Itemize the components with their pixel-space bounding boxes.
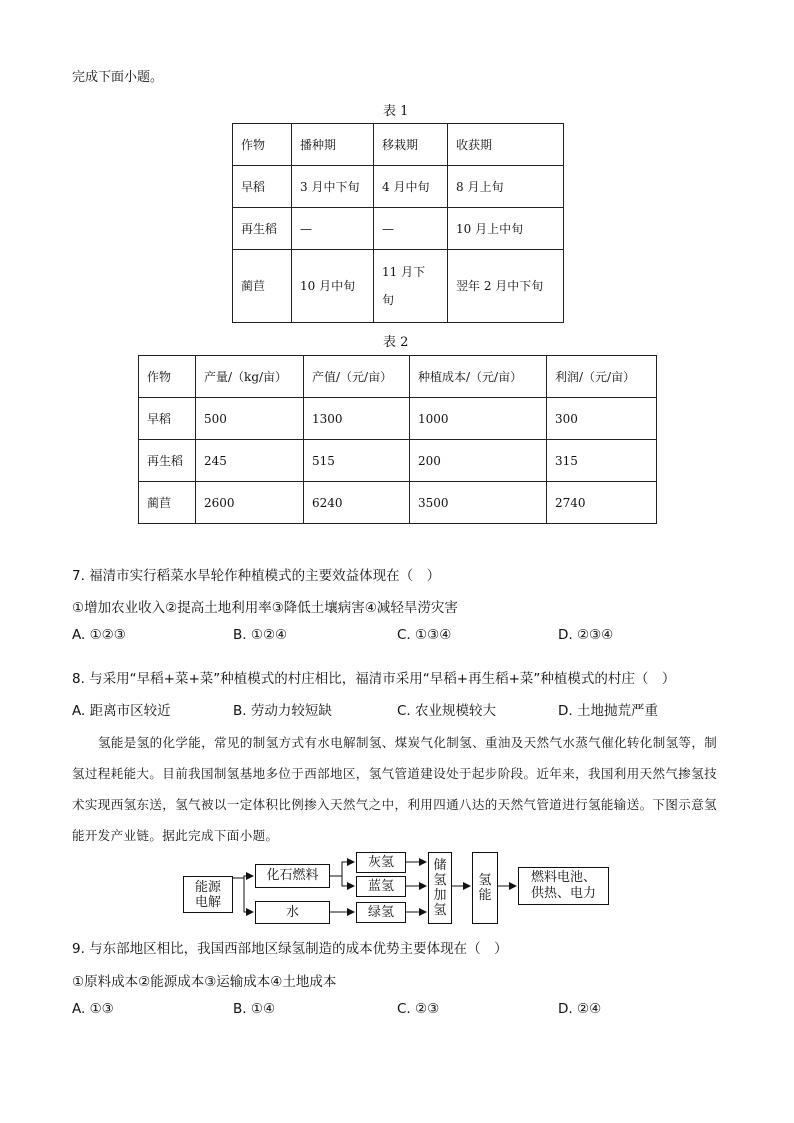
q9-items: ①原料成本②能源成本③运输成本④土地成本 [72, 974, 337, 990]
storage-refuel-label: 储氢加氢 [433, 858, 447, 918]
table1-cell: 11 月下旬 [374, 250, 448, 323]
table2-cell: 3500 [410, 482, 547, 524]
table2-cell: 1000 [410, 398, 547, 440]
green-hydrogen-box [356, 902, 406, 923]
q7-option-b[interactable]: B. ①②④ [233, 627, 288, 643]
green-hydrogen-label: 绿氢 [367, 904, 394, 920]
table2-cell: 315 [547, 440, 657, 482]
applications-box [518, 867, 609, 905]
passage-text: 氢能是氢的化学能，常见的制氢方式有水电解制氢、煤炭气化制氢、重油及天然气水蒸气催化转化制氢等，制氢过程耗能大。目前我国制氢基地多位于西部地区，氢气管道建设处于起步阶段。近年来，我国利用天然气掺氢技术实现西氢东送，氢气被以一定体积比例掺入天然气之中，利用四通八达的天然气管道进行氢能输送。下图示意氢能开发产业链。据此完成下面小题。 [72, 735, 718, 843]
table2-header-cell: 种植成本/（元/亩） [410, 356, 547, 398]
table2-header-cell: 产量/（kg/亩） [196, 356, 304, 398]
applications-label: 燃料电池、供热、电力 [530, 870, 596, 901]
table1-cell: 再生稻 [233, 208, 292, 250]
q8-option-b[interactable]: B. 劳动力较短缺 [233, 703, 332, 719]
q8-option-c[interactable]: C. 农业规模较大 [397, 703, 497, 719]
table1-cell: 10 月上中旬 [448, 208, 564, 250]
q9-option-a[interactable]: A. ①③ [72, 1001, 114, 1017]
table2-cell: 300 [547, 398, 657, 440]
table2-cell: 再生稻 [139, 440, 196, 482]
q9-option-c[interactable]: C. ②③ [397, 1001, 440, 1017]
q7-items: ①增加农业收入②提高土地利用率③降低土壤病害④减轻旱涝灾害 [72, 600, 458, 616]
water-box [255, 901, 330, 924]
q7-option-a[interactable]: A. ①②③ [72, 627, 126, 643]
table2-cell: 蔺苣 [139, 482, 196, 524]
q7-option-d[interactable]: D. ②③④ [558, 627, 614, 643]
storage-refuel-box [428, 852, 452, 924]
table1-caption: 表 1 [383, 104, 409, 119]
q9-stem: 9. 与东部地区相比，我国西部地区绿氢制造的成本优势主要体现在（ ） [72, 941, 508, 957]
energy-electrolysis-box [183, 876, 233, 913]
q9-option-d[interactable]: D. ②④ [558, 1001, 602, 1017]
table1-cell: 10 月中旬 [292, 250, 374, 323]
table1-header-cell: 收获期 [448, 124, 564, 166]
table1-cell: — [374, 208, 448, 250]
water-label: 水 [285, 904, 299, 920]
q7-stem: 7. 福清市实行稻菜水旱轮作种植模式的主要效益体现在（ ） [72, 568, 441, 584]
table1-cell: 蔺苣 [233, 250, 292, 323]
blue-hydrogen-label: 蓝氢 [367, 878, 394, 894]
table1-cell: 4 月中旬 [374, 166, 448, 208]
table1-cell: — [292, 208, 374, 250]
q8-option-a[interactable]: A. 距离市区较近 [72, 703, 171, 719]
table2-cell: 早稻 [139, 398, 196, 440]
table1-header-cell: 播种期 [292, 124, 374, 166]
q7-option-c[interactable]: C. ①③④ [397, 627, 452, 643]
table2-cell: 245 [196, 440, 304, 482]
table2-cell: 2600 [196, 482, 304, 524]
grey-hydrogen-box [356, 852, 406, 873]
table2-cell: 200 [410, 440, 547, 482]
grey-hydrogen-label: 灰氢 [367, 854, 394, 870]
fossil-fuel-label: 化石燃料 [266, 868, 319, 883]
energy-electrolysis-label: 能源电解 [194, 879, 221, 910]
table2-header-cell: 利润/（元/亩） [547, 356, 657, 398]
q8-option-d[interactable]: D. 土地抛荒严重 [558, 703, 658, 719]
table1-cell: 8 月上旬 [448, 166, 564, 208]
table2-cell: 6240 [304, 482, 410, 524]
table2-cell: 1300 [304, 398, 410, 440]
table2-header-cell: 产值/（元/亩） [304, 356, 410, 398]
table2-cell: 515 [304, 440, 410, 482]
fossil-fuel-box [255, 864, 330, 888]
table2-cell: 2740 [547, 482, 657, 524]
hydrogen-energy-label: 氢能 [478, 873, 492, 903]
table2-header-cell: 作物 [139, 356, 196, 398]
table1-cell: 翌年 2 月中下旬 [448, 250, 564, 323]
q8-stem: 8. 与采用“早稻+菜+菜”种植模式的村庄相比，福清市采用“早稻+再生稻+菜”种植模式的村庄（ ） [72, 671, 676, 687]
table2-cell: 500 [196, 398, 304, 440]
table1-header-cell: 作物 [233, 124, 292, 166]
table2-caption: 表 2 [383, 335, 409, 350]
intro-text: 完成下面小题。 [72, 70, 164, 85]
table1-header-cell: 移栽期 [374, 124, 448, 166]
q9-option-b[interactable]: B. ①④ [233, 1001, 276, 1017]
table1-cell: 早稻 [233, 166, 292, 208]
table1-cell: 3 月中下旬 [292, 166, 374, 208]
hydrogen-energy-box [472, 852, 498, 924]
blue-hydrogen-box [356, 876, 406, 897]
